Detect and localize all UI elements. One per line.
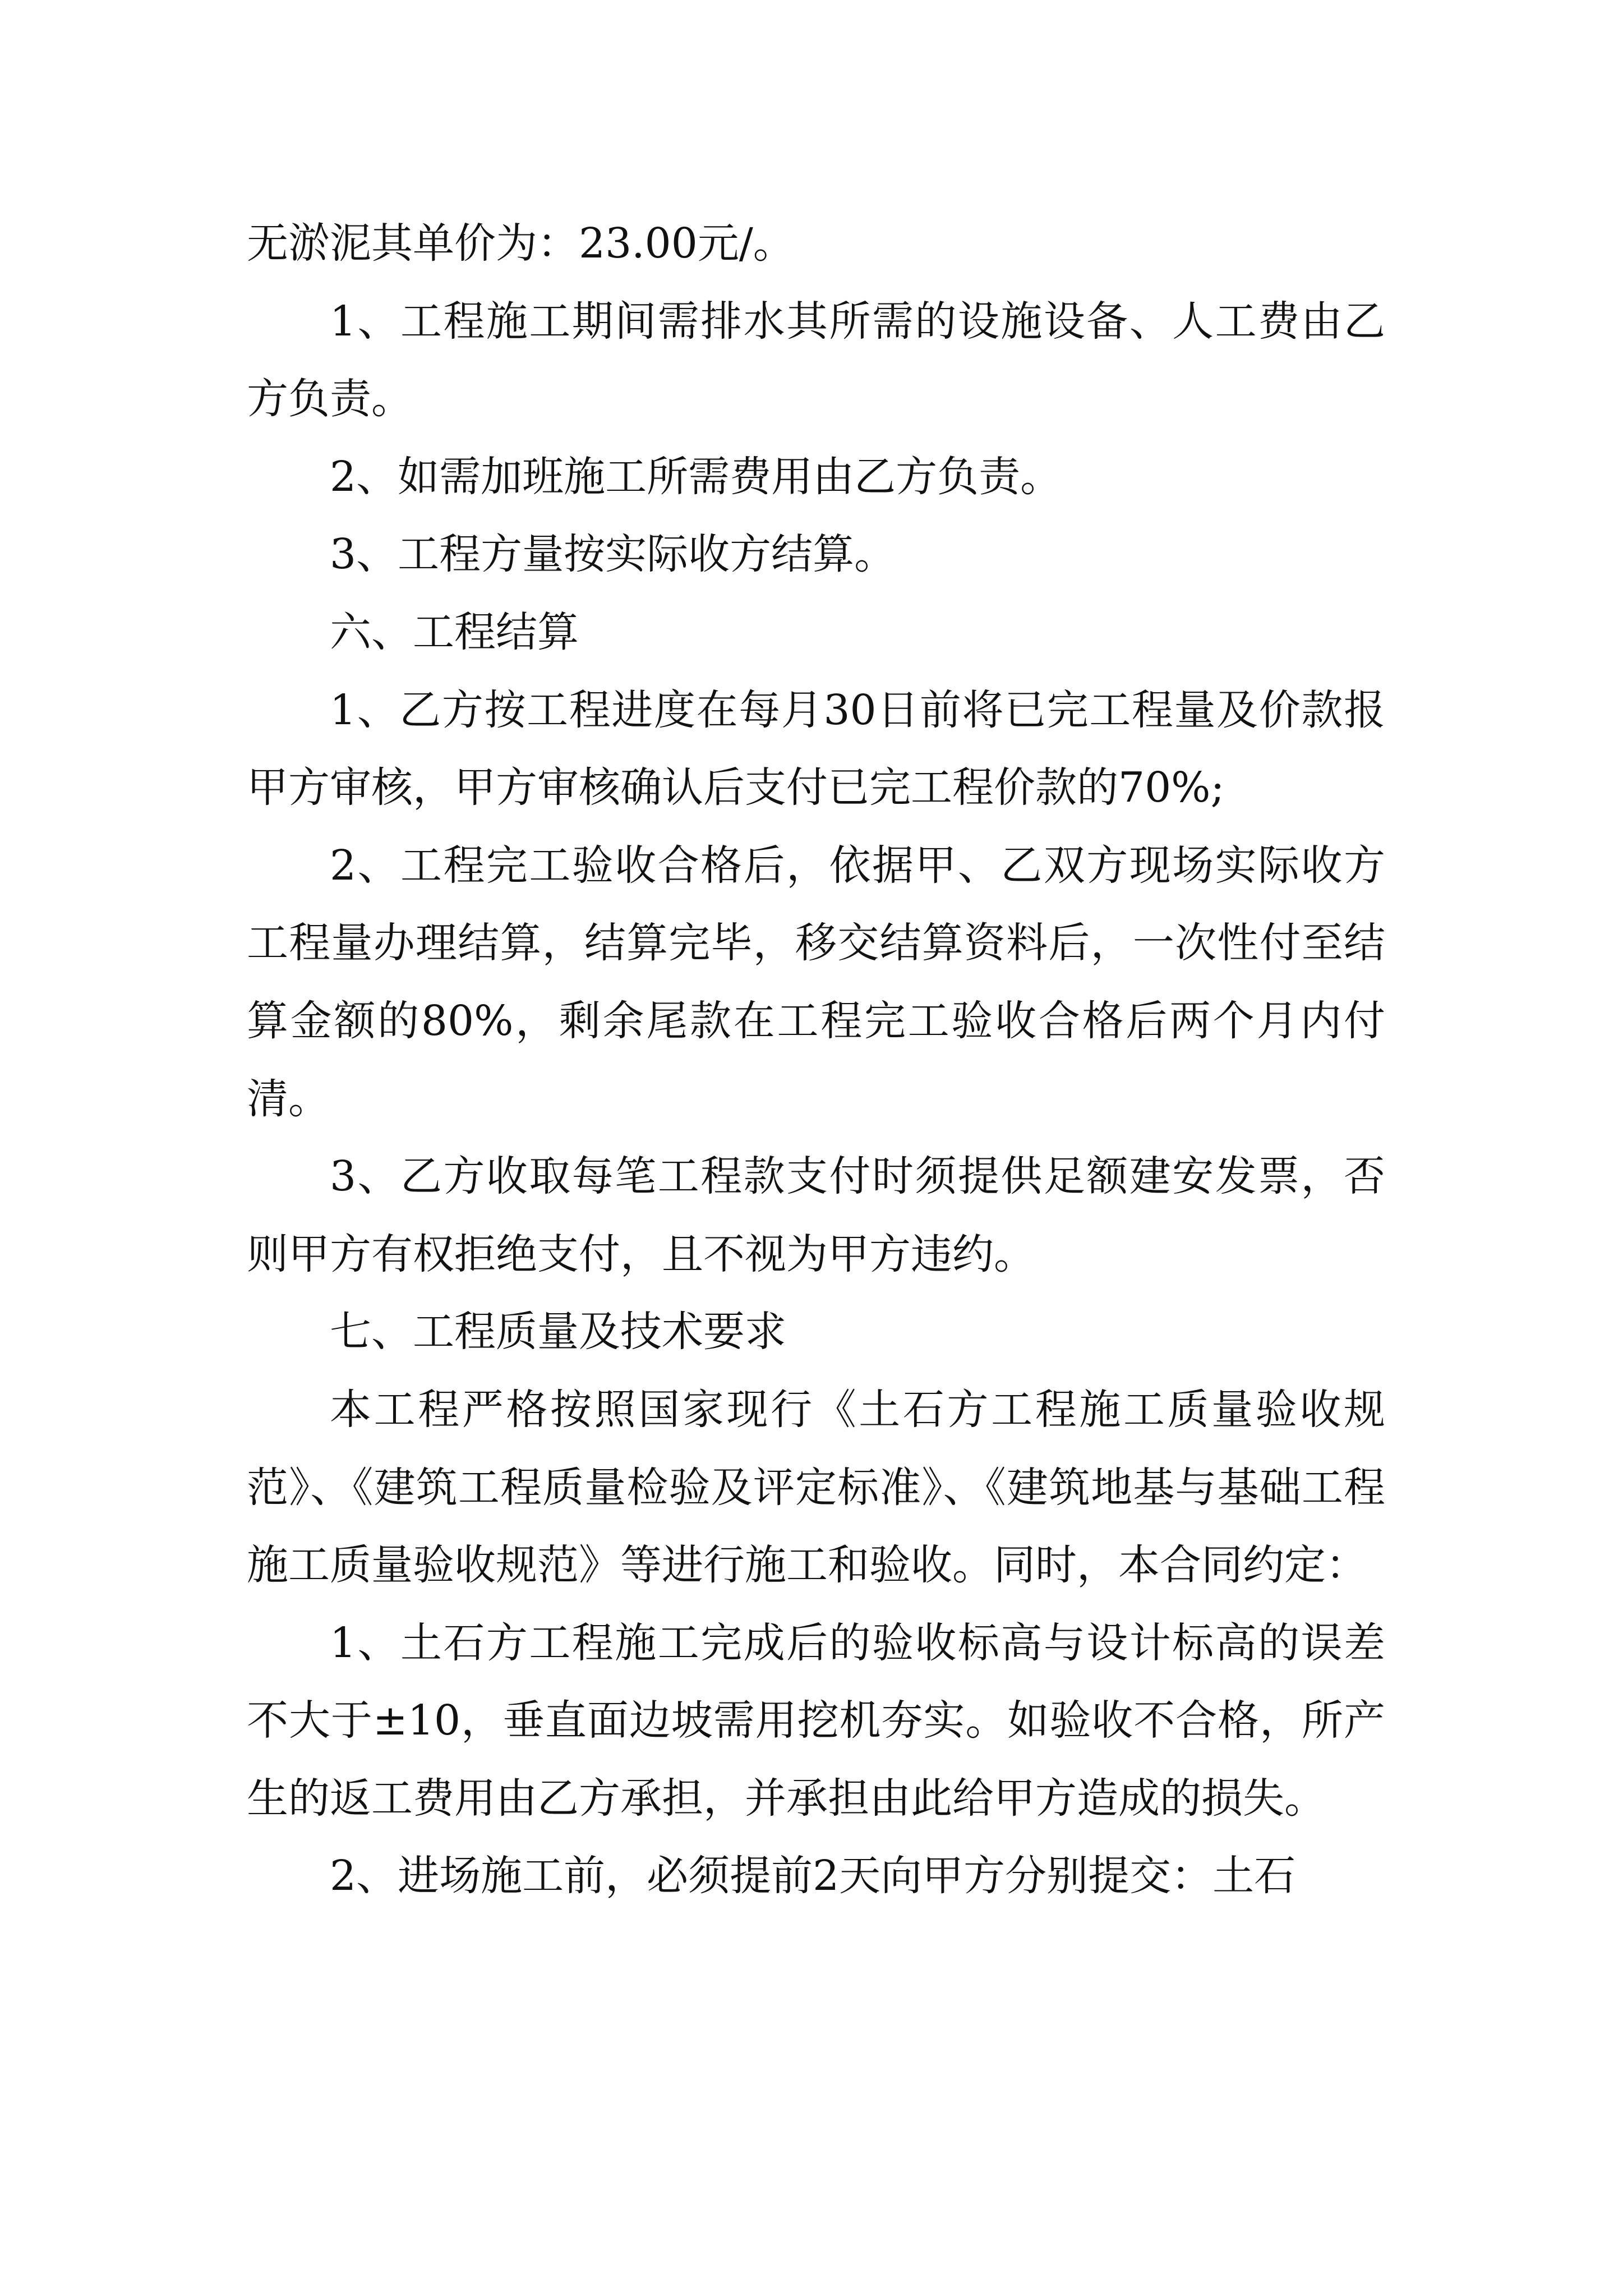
- paragraph-monthly-payment: 1、乙方按工程进度在每月30日前将已完工程量及价款报甲方审核，甲方审核确认后支付已完工程价款的70%;: [247, 685, 1385, 812]
- document-body: [247, 205, 1385, 1915]
- section-heading-quality: 七、工程质量及技术要求: [330, 1308, 786, 1356]
- paragraph-final-settlement: 2、工程完工验收合格后，依据甲、乙双方现场实际收方工程量办理结算，结算完毕，移交结算资料后，一次性付至结算金额的80%，剩余尾款在工程完工验收合格后两个月内付清。: [247, 841, 1385, 1123]
- paragraph-elevation-tolerance: 1、土石方工程施工完成后的验收标高与设计标高的误差不大于±10，垂直面边坡需用挖机夯实。如验收不合格，所产生的返工费用由乙方承担，并承担由此给甲方造成的损失。: [247, 1618, 1385, 1823]
- paragraph-invoice: 3、乙方收取每笔工程款支付时须提供足额建安发票，否则甲方有权拒绝支付，且不视为甲方违约。: [247, 1152, 1385, 1278]
- paragraph-overtime: 2、如需加班施工所需费用由乙方负责。: [330, 452, 1062, 501]
- paragraph-volume-settlement: 3、工程方量按实际收方结算。: [330, 530, 896, 579]
- paragraph-standards: 本工程严格按照国家现行《土石方工程施工质量验收规范》、《建筑工程质量检验及评定标准》、《建筑地基与基础工程施工质量验收规范》等进行施工和验收。同时，本合同约定：: [247, 1385, 1385, 1590]
- section-heading-settlement: 六、工程结算: [330, 608, 579, 656]
- paragraph-unit-price: 无淤泥其单价为：23.00元/。: [247, 219, 795, 268]
- paragraph-submission: 2、进场施工前，必须提前2天向甲方分别提交：土石: [330, 1852, 1296, 1901]
- paragraph-drainage: 1、工程施工期间需排水其所需的设施设备、人工费由乙方负责。: [247, 297, 1385, 424]
